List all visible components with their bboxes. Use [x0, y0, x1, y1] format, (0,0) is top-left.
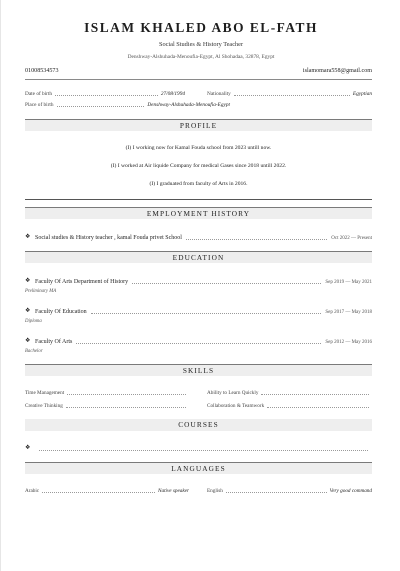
languages-heading: LANGUAGES [25, 462, 372, 474]
skill-label: Time Management [25, 390, 65, 396]
pob-label: Place of birth [25, 102, 54, 108]
leader-dots [39, 450, 368, 451]
leader-dots [76, 343, 321, 344]
education-entry [25, 337, 372, 345]
diamond-bullet-icon: ❖ [25, 234, 31, 240]
dob-row [25, 89, 185, 97]
education-entry [25, 307, 372, 315]
entry-date: Sep 2019 — May 2021 [325, 280, 372, 285]
employment-heading: EMPLOYMENT HISTORY [25, 207, 372, 219]
profile-line: (I) I working now for Kamal Fouda school from 2023 untill now. [125, 145, 272, 151]
entry-date: Oct 2022 — Present [331, 236, 372, 241]
entry-title: Faculty Of Arts Department of History [35, 279, 129, 285]
contact-row [25, 68, 372, 74]
skill-item [25, 388, 189, 396]
skill-item [207, 401, 372, 409]
dob-label: Date of birth [25, 91, 53, 97]
leader-dots [267, 407, 369, 408]
divider [25, 79, 372, 80]
pob-row [25, 100, 230, 108]
profile-line: (I) I graduated from faculty of Arts in 2016. [149, 181, 248, 187]
leader-dots [186, 239, 327, 240]
divider [25, 199, 372, 200]
courses-heading: COURSES [25, 419, 372, 431]
candidate-name: ISLAM KHALED ABO EL-FATH [84, 20, 318, 35]
email-address[interactable]: islamomara558@gmail.com [302, 68, 372, 74]
skill-item [25, 401, 189, 409]
entry-date: Sep 2017 — May 2018 [325, 310, 372, 315]
language-name: Arabic [25, 488, 40, 494]
leader-dots [67, 394, 186, 395]
leader-dots [55, 95, 158, 96]
job-title: Social Studies & History Teacher [158, 41, 244, 48]
skills-heading: SKILLS [25, 364, 372, 376]
education-heading: EDUCATION [25, 251, 372, 263]
entry-title: Faculty Of Arts [35, 339, 73, 345]
employment-entry [25, 233, 372, 241]
profile-line: (I) I worked at Air liquide Company for medical Gases since 2018 untill 2022. [110, 163, 287, 169]
entry-degree: Bachelor [25, 349, 43, 354]
entry-date: Sep 2012 — May 2016 [325, 340, 372, 345]
leader-dots [42, 492, 155, 493]
profile-heading: PROFILE [25, 119, 372, 131]
leader-dots [57, 106, 145, 107]
entry-title: Social studies & History teacher , kamal Fouda privet School [35, 235, 182, 241]
leader-dots [132, 283, 321, 284]
leader-dots [66, 407, 186, 408]
diamond-bullet-icon: ❖ [25, 278, 31, 284]
entry-degree: Diploma [25, 319, 42, 324]
dob-value: 27/08/1994 [160, 91, 185, 97]
education-entry [25, 277, 372, 285]
language-level: Very good command [329, 488, 372, 494]
phone-number: 01008534573 [25, 68, 59, 74]
diamond-bullet-icon: ❖ [25, 338, 31, 344]
address: Denshway-Alshuhada-Menoufia-Egypt, Al Shohadaa, 32878, Egypt [127, 54, 275, 60]
nationality-value: Egyptian [352, 91, 372, 97]
language-item [207, 486, 372, 494]
leader-dots [261, 394, 369, 395]
entry-degree: Preliminary MA [25, 289, 57, 294]
pob-value: Denshway-Alshuhada-Menoufia-Egypt [147, 102, 230, 108]
leader-dots [91, 313, 322, 314]
diamond-bullet-icon: ❖ [25, 445, 31, 451]
leader-dots [234, 95, 350, 96]
diamond-bullet-icon: ❖ [25, 308, 31, 314]
skill-label: Creative Thinking [25, 403, 63, 409]
language-name: English [207, 488, 223, 494]
entry-title: Faculty Of Education [35, 309, 87, 315]
course-entry [25, 444, 372, 452]
language-item [25, 486, 189, 494]
skill-item [207, 388, 372, 396]
nationality-label: Nationality [207, 91, 231, 97]
leader-dots [226, 492, 327, 493]
skill-label: Collaboration & Teamwork [207, 403, 265, 409]
skill-label: Ability to Learn Quickly [207, 390, 259, 396]
nationality-row [207, 89, 372, 97]
language-level: Native speaker [158, 488, 189, 494]
